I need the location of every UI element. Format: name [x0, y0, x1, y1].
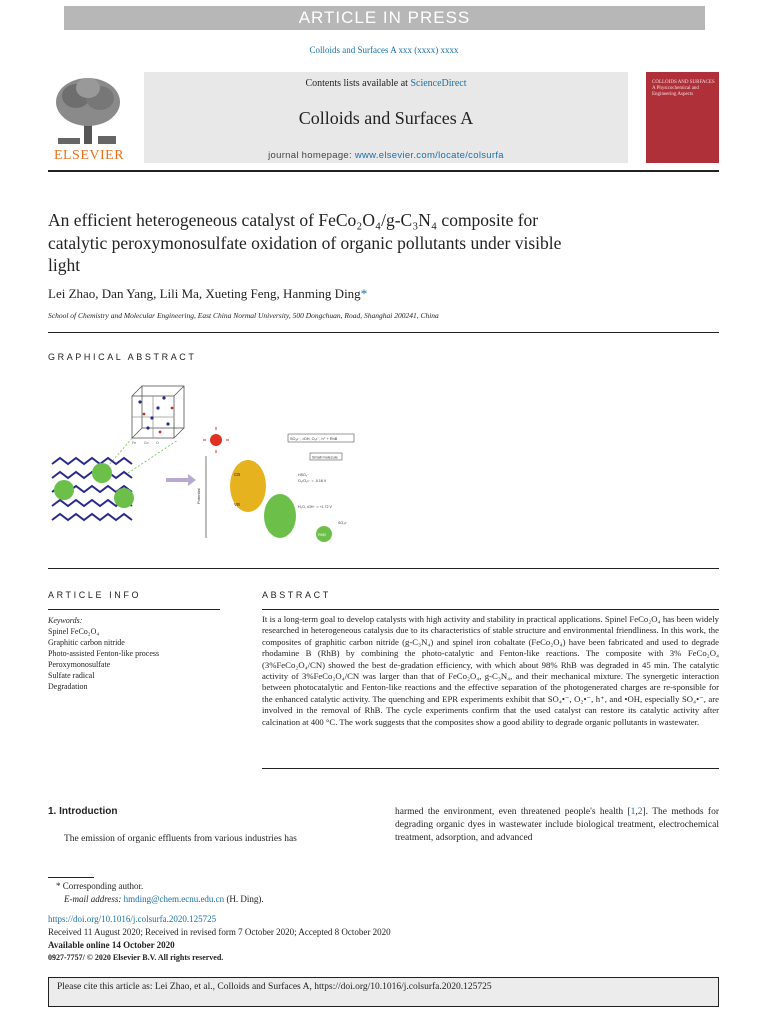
divider — [48, 568, 719, 569]
arrow-right-icon — [166, 474, 196, 486]
header-rule — [48, 170, 719, 172]
homepage-link[interactable]: www.elsevier.com/locate/colsurfa — [354, 150, 504, 161]
journal-homepage-line — [144, 150, 628, 161]
email-suffix: (H. Ding). — [224, 894, 264, 904]
corresponding-author-note: * Corresponding author. — [56, 881, 144, 891]
svg-text:H₂O, •OH⁻ = +1.72 V: H₂O, •OH⁻ = +1.72 V — [298, 505, 332, 509]
graphical-abstract-heading: GRAPHICAL ABSTRACT — [48, 352, 197, 362]
article-title — [48, 209, 688, 277]
keyword: Peroxymonosulfate — [48, 660, 111, 669]
svg-text:Potential: Potential — [196, 488, 201, 504]
divider — [48, 332, 719, 333]
title-line-1: An efficient heterogeneous catalyst of FeCo₂O₄/g-C₃N₄ composite for — [48, 210, 539, 230]
cite-text[interactable]: Please cite this article as: Lei Zhao, et al., Colloids and Surfaces A, https://doi.org/10.1016/j.colsurfa.2020.125725 — [57, 982, 492, 992]
journal-title: Colloids and Surfaces A — [298, 108, 474, 128]
keyword: Spinel FeCo₂O₄ — [48, 627, 100, 636]
divider — [262, 768, 719, 769]
svg-text:VB: VB — [234, 502, 241, 507]
email-label: E-mail address: — [64, 894, 124, 904]
svg-text:Small molecule: Small molecule — [312, 455, 338, 460]
keyword: Sulfate radical — [48, 671, 95, 680]
cover-text: COLLOIDS AND SURFACES A Physicochemical and Engineering Aspects — [652, 80, 715, 97]
contents-prefix: Contents lists available at — [305, 78, 411, 89]
introduction-heading: 1. Introduction — [48, 806, 118, 817]
svg-text:Fe: Fe — [132, 441, 137, 445]
sciencedirect-link[interactable]: ScienceDirect — [410, 78, 467, 89]
available-online: Available online 14 October 2020 — [48, 940, 175, 950]
graphical-abstract-svg — [48, 378, 368, 548]
graphical-abstract-figure[interactable] — [48, 378, 368, 548]
elsevier-logo[interactable] — [48, 72, 130, 164]
svg-text:O: O — [156, 441, 159, 445]
authors-text: Lei Zhao, Dan Yang, Lili Ma, Xueting Feng, Hanming Ding — [48, 286, 361, 301]
author-list — [48, 286, 688, 302]
intro-right-prefix: harmed the environment, even threatened people's health [ — [395, 807, 631, 817]
spinel-crystal-icon — [132, 386, 184, 438]
keyword: Graphitic carbon nitride — [48, 638, 125, 647]
divider — [48, 609, 220, 610]
svg-text:HSO₅⁻: HSO₅⁻ — [298, 473, 310, 477]
doi-link[interactable] — [48, 914, 216, 924]
abstract-heading: ABSTRACT — [262, 590, 331, 600]
corresponding-author-marker[interactable]: * — [360, 286, 368, 301]
doi-text[interactable]: https://doi.org/10.1016/j.colsurfa.2020.125725 — [48, 914, 217, 924]
sun-icon — [210, 434, 222, 446]
svg-text:SO₄•⁻: SO₄•⁻ — [338, 521, 348, 525]
journal-reference-link[interactable]: Colloids and Surfaces A xxx (xxxx) xxxx — [309, 45, 459, 55]
svg-text:Co: Co — [144, 441, 149, 445]
affiliation: School of Chemistry and Molecular Engineering, East China Normal University, 500 Dongchuan, Road, Shanghai 200241, China — [48, 311, 439, 320]
reference-link[interactable]: 1 — [630, 807, 636, 817]
reference-separator: , — [635, 807, 638, 817]
elsevier-wordmark: ELSEVIER — [53, 148, 125, 163]
contents-line — [144, 78, 628, 89]
article-info-heading: ARTICLE INFO — [48, 590, 142, 600]
article-in-press-banner: ARTICLE IN PRESS — [64, 6, 705, 30]
homepage-prefix: journal homepage: — [268, 150, 355, 161]
email-link[interactable]: hmding@chem.ecnu.edu.cn — [123, 894, 225, 904]
email-line — [64, 894, 264, 904]
keywords-label: Keywords: — [48, 616, 83, 625]
received-dates: Received 11 August 2020; Received in revised form 7 October 2020; Accepted 8 October 2020 — [48, 927, 391, 937]
keyword: Degradation — [48, 682, 88, 691]
intro-right-suffix: ]. The methods for degrading organic dyes in wastewater include biological treatment, electrochemical treatment, adsorption, and advanced — [395, 807, 719, 843]
journal-cover-thumbnail[interactable] — [646, 72, 719, 163]
intro-left-column: The emission of organic effluents from various industries has — [64, 834, 297, 844]
svg-text:O₂/O₂•⁻ = -0.16 V: O₂/O₂•⁻ = -0.16 V — [298, 479, 327, 483]
cite-this-article-box — [48, 977, 719, 1007]
reference-link[interactable]: 2 — [637, 807, 643, 817]
title-line-2: catalytic peroxymonosulfate oxidation of organic pollutants under visible — [48, 232, 562, 253]
abstract-text: It is a long-term goal to develop catalysts with high activity and stability in practical applications. Spinel FeCo₂O₄ has been widely researched in heterogeneous catalysis due to its characteristics of stable structure and environmental friendliness. In this work, the composites of graphitic carbon nitride (g-C₃N₄) and spinel iron cobaltate (FeCo₂O₄) have been fabricated and used to degrade rhodamine B (RhB) by combining the photo-catalytic and Fenton-like reactions. The composite with 3% FeCo₂O₄ (3%FeCo₂O₄/CN) showed the best de-gradation efficiency, with which about 98% RhB was degraded in 45 min. The catalytic activity of 3%FeCo₂O₄/CN was larger than that of FeCo₂O₄, g-C₃N₄, and their mechanical mixture. The synergetic interaction between photocatalytic and Fenton-like reactions and the effective separation of the photogenerated charges are re-sponsible for the enhanced catalytic activity. The quenching and EPR experiments exhibit that SO₄•⁻, O₂•⁻, h⁺, and •OH, especially SO₄•⁻, are involved in the removal of RhB. The cycle experiments confirm that the used catalyst can restore its catalytic activity after calcination at 400 °C. The work suggests that the composites show a good ability to degrade organic pollutants in wastewater. — [262, 614, 719, 727]
svg-text:SO₄•⁻, •OH, O₂•⁻, h⁺ + RhB: SO₄•⁻, •OH, O₂•⁻, h⁺ + RhB — [290, 437, 338, 441]
keyword: Photo-assisted Fenton-like process — [48, 649, 160, 658]
band-diagram — [196, 427, 354, 542]
divider — [262, 609, 719, 610]
copyright: 0927-7757/ © 2020 Elsevier B.V. All rights reserved. — [48, 953, 224, 962]
svg-text:CB: CB — [234, 472, 241, 477]
title-line-3: light — [48, 255, 81, 275]
svg-text:RhB: RhB — [318, 532, 326, 537]
intro-right-column — [395, 806, 719, 845]
footnote-rule — [48, 877, 94, 878]
